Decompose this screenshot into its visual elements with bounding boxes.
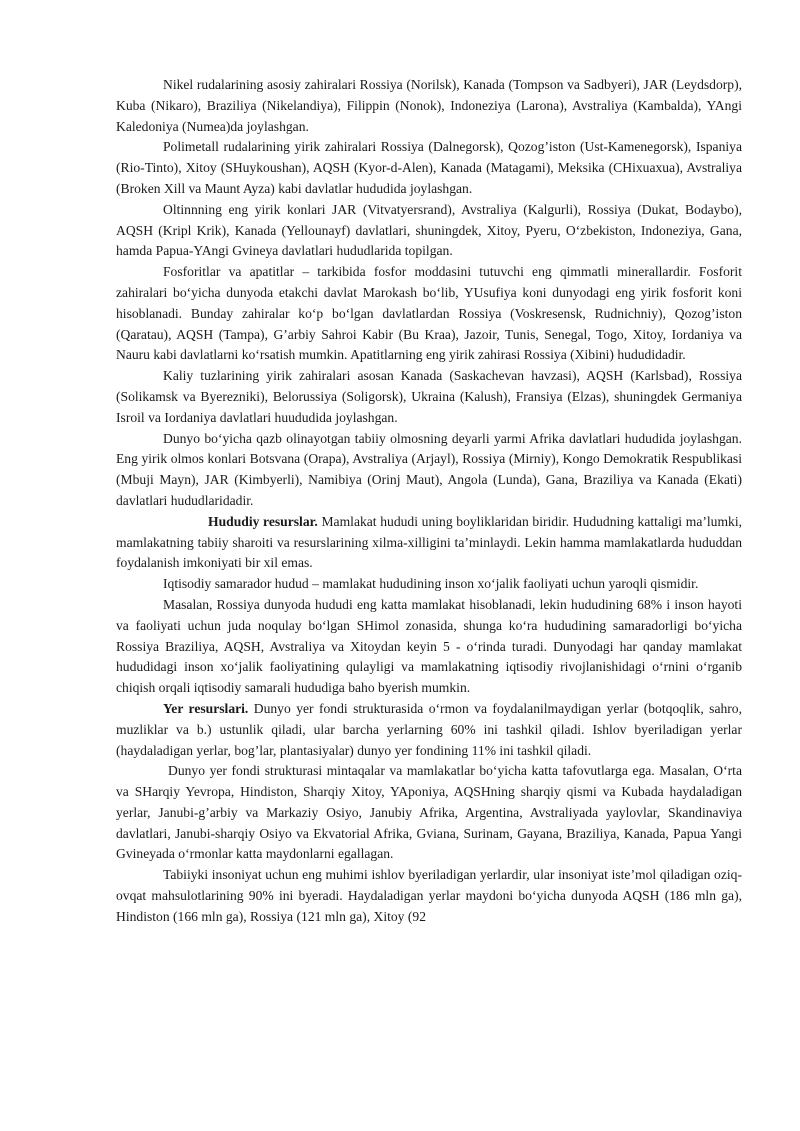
paragraph-polymetal bbox=[116, 137, 742, 199]
paragraph-land-fund-structure bbox=[116, 761, 742, 865]
paragraph-gold bbox=[116, 200, 742, 262]
paragraph-territorial-resources bbox=[116, 512, 742, 574]
paragraph-text: Tabiiyki insoniyat uchun eng muhimi ishlov byeriladigan yerlardir, ular insoniyat iste’mol qiladigan oziq-ovqat mahsulotlarining 90% ini byeradi. Haydaladigan yerlar maydoni bo‘yicha dunyoda AQSH (186 mln ga), Hindiston (166 mln ga), Rossiya (121 mln ga), Xitoy (92 bbox=[116, 867, 742, 924]
paragraph-russia-example bbox=[116, 595, 742, 699]
paragraph-nickel bbox=[116, 75, 742, 137]
paragraph-text: Nikel rudalarining asosiy zahiralari Rossiya (Norilsk), Kanada (Tompson va Sadbyeri), JAR (Leydsdorp), Kuba (Nikaro), Braziliya (Nikelandiya), Filippin (Nonok), Indoneziya (Larona), Avstraliya (Kambalda), YAngi Kaledoniya (Numea)da joylashgan. bbox=[116, 77, 742, 134]
paragraph-arable-land bbox=[116, 865, 742, 927]
paragraph-text: Fosforitlar va apatitlar – tarkibida fosfor moddasini tutuvchi eng qimmatli minerallardir. Fosforit zahiralari bo‘yicha dunyoda etakchi davlat Marokash bo‘lib, YUsufiya koni dunyodagi eng yirik fosforit koni hisoblanadi. Bunday zahiralar ko‘p bo‘lgan davlatlardan Rossiya (Voskresensk, Rudnichniy), Qozog’iston (Qaratau), AQSH (Tampa), G’arbiy Sahroi Kabir (Bu Kraa), Jazoir, Tunis, Senegal, Togo, Xitoy, Iordaniya va Nauru kabi davlatlarni ko‘rsatish mumkin. Apatitlarning eng yirik zahirasi Rossiya (Xibini) hududidadir. bbox=[116, 264, 742, 363]
paragraph-text: Oltinnning eng yirik konlari JAR (Vitvatyersrand), Avstraliya (Kalgurli), Rossiya (Dukat, Bodaybo), AQSH (Kripl Krik), Kanada (Yellounayf) davlatlari, shuningdek, Xitoy, Pyeru, O‘zbekiston, Indoneziya, Gana, hamda Papua-YAngi Gvineya davlatlari hududlarida topilgan. bbox=[116, 201, 742, 259]
paragraph-economic-territory bbox=[116, 574, 742, 595]
paragraph-diamonds bbox=[116, 429, 742, 512]
paragraph-text: Dunyo yer fondi strukturasida o‘rmon va foydalanilmaydigan yerlar (botqoqlik, sahro, muzliklar va b.) ustunlik qiladi, ular barcha yerlarning 60% ini tashkil qiladi. Ishlov byeriladigan yerlar (haydaladigan yerlar, bog’lar, plantasiyalar) dunyo yer fondining 11% ini tashkil qiladi. bbox=[116, 700, 742, 758]
section-heading: Hududiy resurslar. bbox=[208, 513, 318, 529]
paragraph-text: Dunyo yer fondi strukturasi mintaqalar va mamlakatlar bo‘yicha katta tafovutlarga ega. Masalan, O‘rta va SHarqiy Yevropa, Hindiston, Sharqiy Xitoy, YAponiya, AQSHning sharqiy qismi va Kubada haydaladigan yerlar, Janubi-g’arbiy va Markaziy Osiyo, Janubiy Afrika, Argentina, Avstraliyada yaylovlar, Skandinaviya davlatlari, Janubi-sharqiy Osiyo va Ekvatorial Afrika, Gviana, Surinam, Gayana, Braziliya, Kanada, Papua Yangi Gvineyada o‘rmonlar katta maydonlarni egallagan. bbox=[116, 763, 742, 862]
paragraph-text: Masalan, Rossiya dunyoda hududi eng katta mamlakat hisoblanadi, lekin hududining 68% i inson hayoti va faoliyati uchun juda noqulay bo‘lgan SHimol zonasida, shunga ko‘ra hududining samaradorligi bo‘yicha Rossiya Braziliya, AQSH, Avstraliya va Xitoydan keyin 5 - o‘rinda turadi. Dunyodagi har qanday mamlakat hududidagi inson xo‘jalik faoliyatining qulayligi va mamlakatning iqtisodiy rivojlanishidagi o‘rnini o‘rganib chiqish orqali iqtisodiy samarali hududiga baho byerish mumkin. bbox=[116, 596, 742, 696]
paragraph-text: Polimetall rudalarining yirik zahiralari Rossiya (Dalnegorsk), Qozog’iston (Ust-Kamenegorsk), Ispaniya (Rio-Tinto), Xitoy (SHuykoushan), AQSH (Kyor-d-Alen), Kanada (Matagami), Meksika (CHixuaxua), Avstraliya (Broken Xill va Maunt Ayza) kabi davlatlar hududida joylashgan. bbox=[116, 139, 742, 196]
document-page bbox=[116, 75, 742, 928]
paragraph-text: Mamlakat hududi uning boyliklaridan biridir. Hududning kattaligi ma’lumki, mamlakatning tabiiy sharoiti va resurslarining xilma-xilligini ta’minlaydi. Lekin hamma mamlakatlarda hududdan foydalanish imkoniyati bir xil emas. bbox=[116, 513, 742, 571]
paragraph-potassium bbox=[116, 366, 742, 428]
paragraph-text: Dunyo bo‘yicha qazb olinayotgan tabiiy olmosning deyarli yarmi Afrika davlatlari hududida joylashgan. Eng yirik olmos konlari Botsvana (Orapa), Avstraliya (Arjayl), Rossiya (Mirniy), Kongo Demokratik Respublikasi (Mbuji Mayn), JAR (Kimbyerli), Namibiya (Orinj Maut), Angola (Lunda), Gana, Braziliya va Kanada (Ekati) davlatlari hududlaridadir. bbox=[116, 430, 742, 508]
paragraph-land-resources bbox=[116, 699, 742, 761]
section-heading: Yer resurslari. bbox=[163, 700, 249, 716]
paragraph-text: Iqtisodiy samarador hudud – mamlakat hududining inson xo‘jalik faoliyati uchun yaroqli qismidir. bbox=[163, 576, 699, 592]
paragraph-text: Kaliy tuzlarining yirik zahiralari asosan Kanada (Saskachevan havzasi), AQSH (Karlsbad), Rossiya (Solikamsk va Byerezniki), Belorussiya (Soligorsk), Ukraina (Kalush), Fransiya (Elzas), shuningdek Germaniya Isroil va Iordaniya davlatlari huududida joylashgan. bbox=[116, 368, 742, 425]
paragraph-phosphorites bbox=[116, 262, 742, 366]
